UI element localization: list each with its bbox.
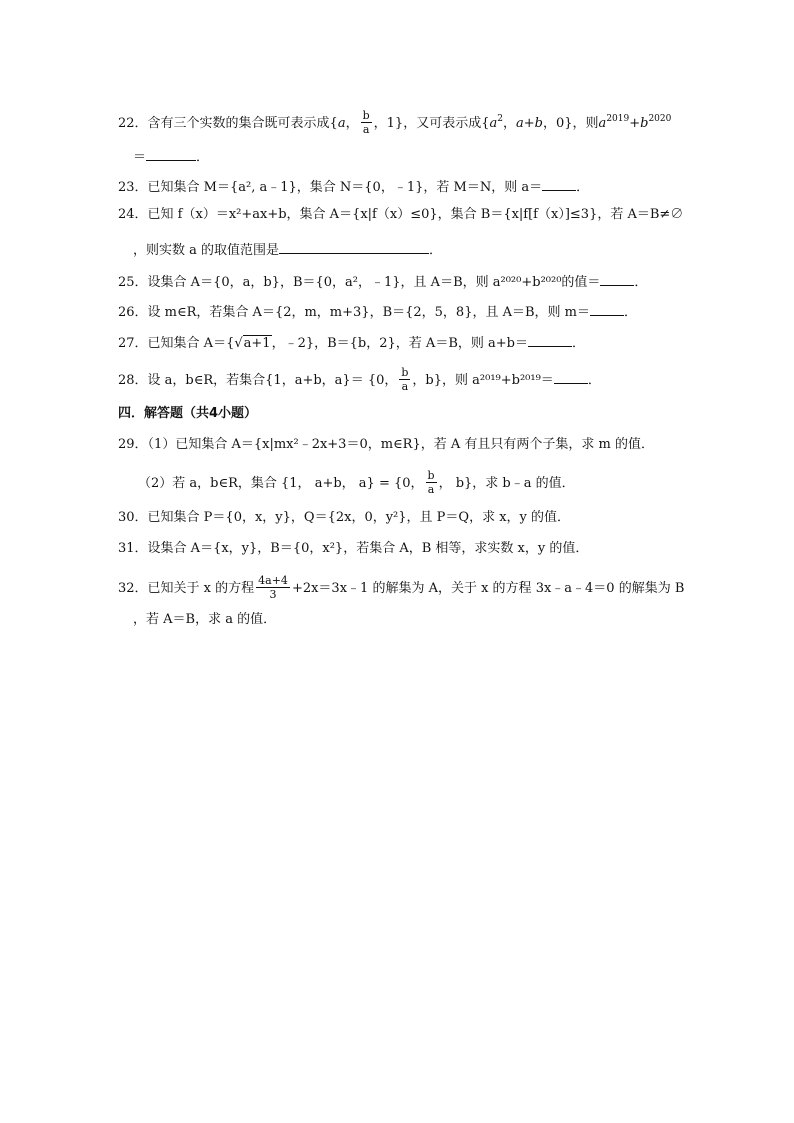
question-number: 32． [118, 581, 148, 596]
question-30 [118, 510, 570, 526]
question-text: 设 a，b∈R，若集合{1，a+b，a}＝ {0， [147, 373, 398, 388]
question-text: 含有三个实数的集合既可表示成{ [147, 116, 338, 131]
question-28: 28．设 a，b∈R，若集合{1，a+b，a}＝ {0， $\frac{b}{a}$ ，b}，则 a²⁰¹⁹+b²⁰¹⁹＝ ． [118, 366, 601, 393]
answer-blank[interactable] [542, 177, 576, 191]
question-number: 26． [118, 305, 148, 320]
question-text: 已知集合 P＝{0，x，y}，Q＝{2x，0，y²}，且 P＝Q，求 x，y 的值． [147, 510, 571, 525]
question-26: 26．设 m∈R，若集合 A＝{2，m，m+3}，B＝{2，5，8}，且 A＝B，则 m＝ ． [118, 302, 637, 321]
question-text: 设集合 A＝{x，y}，B＝{0，x²}，若集合 A，B 相等，求实数 x，y 的值． [147, 541, 589, 556]
question-number: 24． [118, 207, 148, 222]
question-22-continued: ＝ ． [133, 147, 209, 166]
fraction: $\frac{b}{a}$ [401, 366, 409, 393]
question-text: 已知关于 x 的方程 [147, 581, 255, 596]
answer-blank[interactable] [600, 272, 634, 286]
question-number: 29． [118, 437, 148, 452]
question-text: 已知 f（x）＝x²+ax+b，集合 A＝{x|f（x）≤0}，集合 B＝{x|f[f（x）]≤3}，若 A＝B≠∅ [147, 207, 684, 222]
question-25: 25．设集合 A＝{0，a，b}，B＝{0，a²，﹣1}，且 A＝B，则 a²⁰²⁰+b²⁰²⁰的值＝ ． [118, 272, 647, 291]
section-title: 四．解答题（共4小题） [118, 406, 258, 421]
question-text: （1）已知集合 A＝{x|mx²﹣2x+3＝0，m∈R}，若 A 有且只有两个子集，求 m 的值． [147, 437, 654, 452]
question-text: 设集合 A＝{0，a，b}，B＝{0，a²，﹣1}，且 A＝B，则 a²⁰²⁰+b²⁰²⁰的值＝ [147, 275, 601, 290]
fraction: $\frac{b}{a}$ [362, 109, 370, 136]
question-number: 27． [118, 336, 148, 351]
answer-blank[interactable] [528, 333, 572, 347]
question-27: 27．已知集合 A＝{√a+1，﹣2}，B＝{b，2}，若 A＝B，则 a+b＝ ． [118, 333, 585, 352]
answer-blank[interactable] [279, 240, 429, 254]
question-29 [118, 437, 654, 453]
question-22: 22．含有三个实数的集合既可表示成{a， $\frac{b}{a}$ ，1}，又可表示成{$a^2$，a+b，0}，则$a^{2019}+b^{2020}$ [118, 109, 672, 136]
fraction: $\frac{b}{a}$ [427, 469, 435, 496]
question-number: 31． [118, 541, 148, 556]
question-text: 设 m∈R，若集合 A＝{2，m，m+3}，B＝{2，5，8}，且 A＝B，则 m＝ [147, 305, 591, 320]
question-number: 28． [118, 373, 148, 388]
question-24 [118, 207, 683, 223]
question-number: 30． [118, 510, 148, 525]
answer-blank[interactable] [590, 302, 624, 316]
answer-blank[interactable] [554, 370, 588, 384]
question-29-part2: （2）若 a，b∈R，集合 {1， a+b， a} = {0， $\frac{b}{a}$ ， b}，求 b﹣a 的值． [138, 469, 575, 496]
question-31 [118, 541, 588, 557]
question-24-continued: ，则实数 a 的取值范围是 ． [133, 240, 442, 259]
question-32-continued: ，若 A＝B，求 a 的值． [133, 612, 277, 627]
answer-blank[interactable] [146, 147, 196, 161]
question-text: 已知集合 A＝{ [147, 336, 235, 351]
question-32: 32．已知关于 x 的方程 $\frac{4a+4}{3}$ +2x＝3x﹣1 的解集为 A，关于 x 的方程 3x﹣a﹣4＝0 的解集为 B [118, 574, 685, 601]
question-number: 25． [118, 275, 148, 290]
square-root: √a+1 [234, 336, 271, 351]
fraction: $\frac{4a+4}{3}$ [258, 574, 288, 601]
question-23: 23．已知集合 M＝{a², a﹣1}，集合 N＝{0，﹣1}，若 M＝N，则 a＝ ． [118, 177, 589, 196]
question-number: 23． [118, 180, 148, 195]
question-number: 22． [118, 116, 148, 131]
question-text: 已知集合 M＝{a², a﹣1}，集合 N＝{0，﹣1}，若 M＝N，则 a＝ [147, 180, 543, 195]
